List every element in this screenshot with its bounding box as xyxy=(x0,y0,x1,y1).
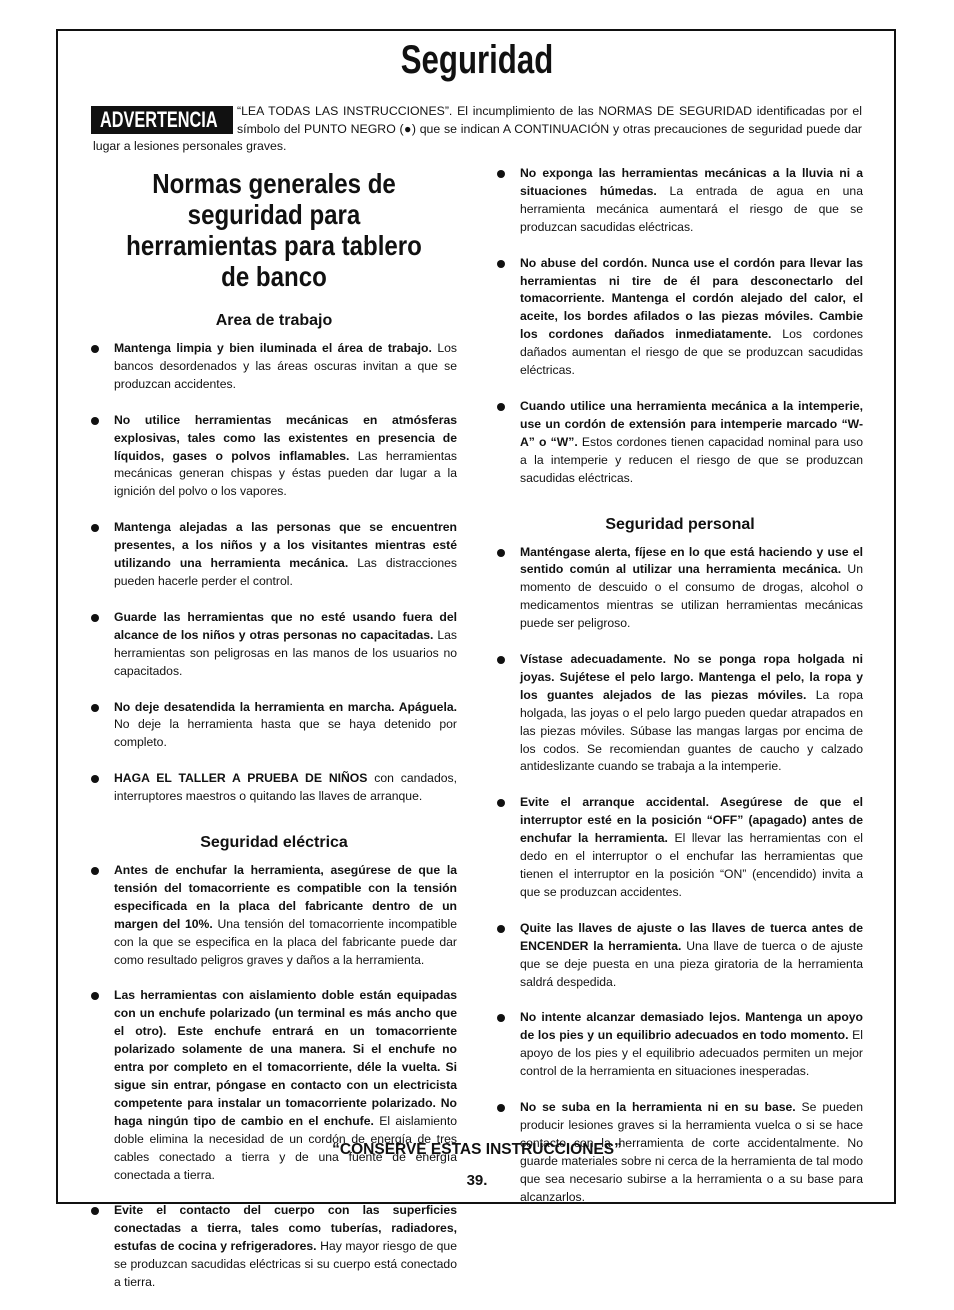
bullet-icon xyxy=(497,403,505,411)
section-heading-seguridad-electrica: Seguridad eléctrica xyxy=(200,834,348,852)
bullet-icon xyxy=(497,925,505,933)
bullet-icon xyxy=(497,260,505,268)
list-item: Manténgase alerta, fíjese en lo que está haciendo y use el sentido común al utilizar una herramienta mecánica. Un momento de descuido o el consumo de drogas, alcohol o medicamentos mientras se utilizan herramientas mecánicas puede ser peligroso. xyxy=(497,544,863,634)
list-item: No utilice herramientas mecánicas en atmósferas explosivas, tales como las existentes en presencia de líquidos, gases o polvos inflamables. Las herramientas mecánicas generan chispas y éstas pueden dar lugar a la ignición del polvo o los vapores. xyxy=(91,412,457,502)
bullet-icon xyxy=(497,656,505,664)
seguridad-personal-list xyxy=(497,544,863,1207)
bullet-icon xyxy=(497,1104,505,1112)
bullet-icon xyxy=(91,867,99,875)
bullet-icon xyxy=(497,549,505,557)
main-heading: Normas generales de seguridad para herramientas para tablero de banco xyxy=(126,168,422,292)
intro-paragraph xyxy=(93,103,862,156)
list-item: Las herramientas con aislamiento doble están equipadas con un enchufe polarizado (un terminal es más ancho que el otro). Este enchufe entrará en un tomacorriente polarizado solamente de una manera. Si el enchufe no entra por completo en el tomacorriente, déle la vuelta. Si sigue sin entrar, póngase en contacto con un electricista competente para instalar un tomacorriente polarizado. No haga ningún tipo de cambio en el enchufe. El aislamiento doble elimina la necesidad de un cordón de energía de tres cables conectado a tierra y de una fuente de energía conectada a tierra. xyxy=(91,987,457,1184)
bullet-icon xyxy=(497,170,505,178)
warning-label: ADVERTENCIA xyxy=(100,107,218,132)
bullet-icon xyxy=(91,1207,99,1215)
bullet-icon xyxy=(91,417,99,425)
bullet-icon xyxy=(91,614,99,622)
list-item: Vístase adecuadamente. No se ponga ropa holgada ni joyas. Sujétese el pelo largo. Mantenga el pelo, la ropa y los guantes alejados de las piezas móviles. La ropa holgada, las joyas o el pelo largo pueden quedar atrapados en las piezas móviles. Súbase las mangas largas por encima de los codos. Se recomiendan guantes de caucho y calzado antideslizante cuando se trabaja a la intemperie. xyxy=(497,651,863,776)
bullet-icon xyxy=(497,799,505,807)
bullet-icon xyxy=(91,524,99,532)
list-item: No deje desatendida la herramienta en marcha. Apáguela. No deje la herramienta hasta que se haya detenido por completo. xyxy=(91,699,457,753)
area-trabajo-list xyxy=(91,340,457,806)
left-column xyxy=(91,168,457,1310)
list-item: Mantenga limpia y bien iluminada el área de trabajo. Los bancos desordenados y las áreas oscuras invitan a que se produzcan accidentes. xyxy=(91,340,457,394)
list-item: No abuse del cordón. Nunca use el cordón para llevar las herramientas ni tire de él para desconectarlo del tomacorriente. Mantenga el cordón alejado del calor, el aceite, los bordes afilados o las piezas móviles. Cambie los cordones dañados inmediatamente. Los cordones dañados aumentan el riesgo de que se produzcan sacudidas eléctricas. xyxy=(497,255,863,380)
list-item: No se suba en la herramienta ni en su base. Se pueden producir lesiones graves si la herramienta vuelca o si se hace contacto con la herramienta de corte accidentalmente. No guarde materiales sobre ni cerca de la herramienta de tal modo que sea necesario subirse a la herramienta o a su base para alcanzarlos. xyxy=(497,1099,863,1206)
list-item: No exponga las herramientas mecánicas a la lluvia ni a situaciones húmedas. La entrada de agua en una herramienta mecánica aumentará el riesgo de que se produzcan sacudidas eléctricas. xyxy=(497,165,863,237)
list-item: Evite el contacto del cuerpo con las superficies conectadas a tierra, tales como tuberías, radiadores, estufas de cocina y refrigeradores. Hay mayor riesgo de que se produzcan sacudidas eléctricas si su cuerpo está conectado a tierra. xyxy=(91,1202,457,1292)
seguridad-electrica-cont-list xyxy=(497,165,863,488)
bullet-icon xyxy=(497,1014,505,1022)
page-number: 39. xyxy=(466,1172,488,1189)
bullet-icon xyxy=(91,992,99,1000)
bullet-icon xyxy=(91,704,99,712)
bullet-icon xyxy=(91,345,99,353)
list-item: No intente alcanzar demasiado lejos. Mantenga un apoyo de los pies y un equilibrio adecuados en todo momento. El apoyo de los pies y el equilibrio adecuados permiten un mejor control de la herramienta en situaciones inesperadas. xyxy=(497,1009,863,1081)
list-item: Antes de enchufar la herramienta, asegúrese de que la tensión del tomacorriente es compatible con la tensión especificada en la placa del fabricante dentro de un margen del 10%. Una tensión del tomacorriente incompatible con la que se especifica en la placa del fabricante puede dar como resultado peligros graves y daños a la herramienta. xyxy=(91,862,457,969)
section-heading-area-trabajo: Area de trabajo xyxy=(215,312,333,329)
list-item: Guarde las herramientas que no esté usando fuera del alcance de los niños y otras personas no capacitadas. Las herramientas son peligrosas en las manos de los usuarios no capacitados. xyxy=(91,609,457,681)
list-item: Evite el arranque accidental. Asegúrese de que el interruptor esté en la posición “OFF” (apagado) antes de enchufar la herramienta. El llevar las herramientas con el dedo en el interruptor o el enchufar las herramientas que tienen el interruptor en la posición “ON” (encendido) invita a que se produzcan accidentes. xyxy=(497,794,863,901)
right-column xyxy=(497,165,863,1225)
list-item: Quite las llaves de ajuste o las llaves de tuerca antes de ENCENDER la herramienta. Una llave de tuerca o de ajuste que se deje puesta en una pieza giratoria de la herramienta saldrá despedida. xyxy=(497,920,863,992)
list-item: HAGA EL TALLER A PRUEBA DE NIÑOS con candados, interruptores maestros o quitando las llaves de arranque. xyxy=(91,770,457,806)
list-item: Mantenga alejadas a las personas que se encuentren presentes, a los niños y a los visitantes mientras esté utilizando una herramienta mecánica. Las distracciones pueden hacerle perder el control. xyxy=(91,519,457,591)
seguridad-electrica-list xyxy=(91,862,457,1292)
list-item: Cuando utilice una herramienta mecánica a la intemperie, use un cordón de extensión para intemperie marcado “W-A” o “W”. Estos cordones tienen capacidad nominal para uso a la intemperie y reducen el riesgo de que se produzcan sacudidas eléctricas. xyxy=(497,398,863,488)
footer-note: “CONSERVE ESTAS INSTRUCCIONES” xyxy=(332,1141,622,1158)
page-title: Seguridad xyxy=(400,38,554,82)
intro-text: “LEA TODAS LAS INSTRUCCIONES”. El incumplimiento de las NORMAS DE SEGURIDAD identificadas por el símbolo del PUNTO NEGRO (●) que se indican A CONTINUACIÓN y otras precauciones de seguridad puede dar lugar a lesiones personales graves. xyxy=(93,104,862,153)
bullet-icon xyxy=(91,775,99,783)
section-heading-seguridad-personal: Seguridad personal xyxy=(605,515,755,533)
